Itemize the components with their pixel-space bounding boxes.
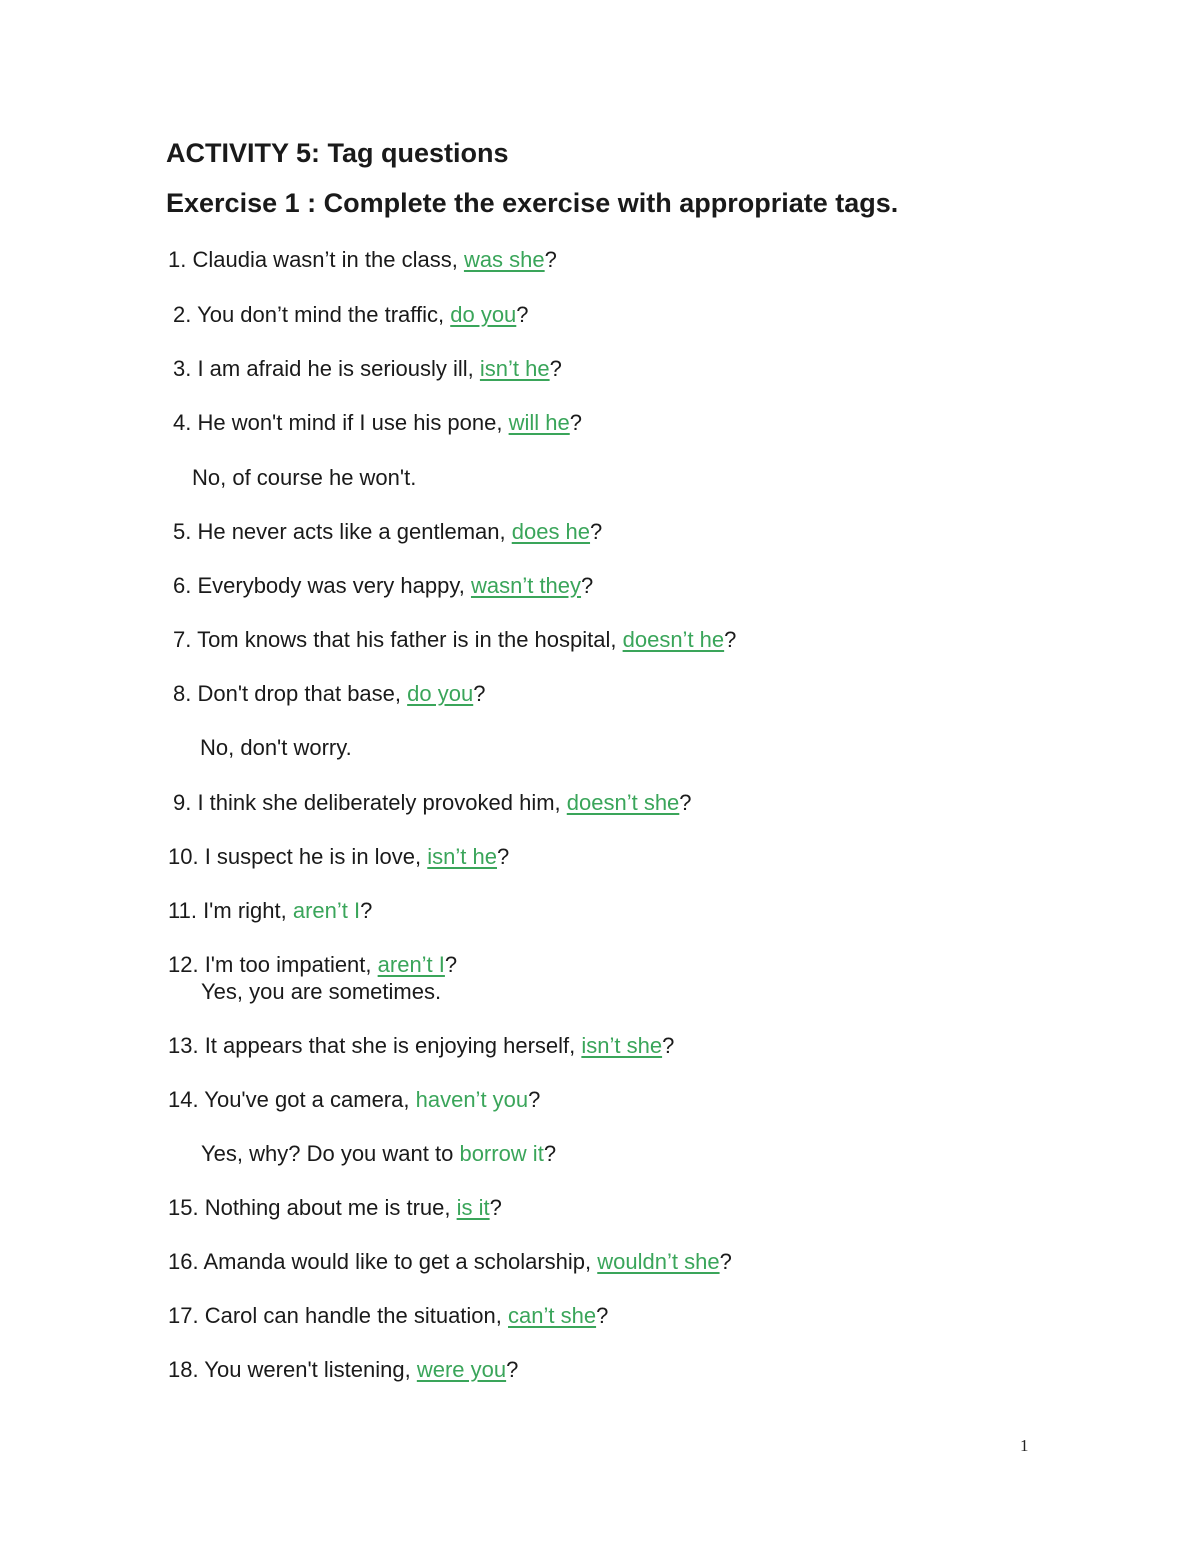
question-line <box>173 681 485 707</box>
answer-tag: was she <box>463 247 545 272</box>
question-text: 13. It appears that she is enjoying herself, <box>168 1033 582 1058</box>
page-number: 1 <box>1020 1436 1029 1455</box>
answer-tag: do you <box>407 681 474 706</box>
answer-tag: will he <box>508 410 570 435</box>
question-mark: ? <box>724 627 737 652</box>
question-line <box>173 519 602 545</box>
question-text: 15. Nothing about me is true, <box>168 1195 457 1220</box>
question-mark: ? <box>544 247 557 272</box>
response-line: No, don't worry. <box>200 735 352 760</box>
answer-tag: do you <box>450 302 517 327</box>
answer-tag: wasn’t they <box>470 573 582 598</box>
question-mark: ? <box>489 1195 502 1220</box>
answer-tag: borrow it <box>459 1141 544 1166</box>
answer-tag: wouldn’t she <box>597 1249 720 1274</box>
question-text: 5. He never acts like a gentleman, <box>173 519 512 544</box>
question-mark: ? <box>496 844 510 869</box>
question-text: 7. Tom knows that his father is in the hospital, <box>173 627 623 652</box>
question-text: 14. You've got a camera, <box>168 1087 416 1112</box>
question-text: 12. I'm too impatient, <box>168 952 378 977</box>
question-line <box>168 952 457 978</box>
question-text: 10. I suspect he is in love, <box>168 844 428 869</box>
question-line <box>173 302 529 328</box>
answer-tag: can’t she <box>508 1303 597 1328</box>
answer-tag: is it <box>456 1195 490 1220</box>
question-mark: ? <box>473 681 486 706</box>
question-line <box>173 627 736 653</box>
question-line <box>168 844 509 870</box>
answer-tag: aren’t I <box>377 952 445 977</box>
question-text: 9. I think she deliberately provoked him, <box>173 790 567 815</box>
question-mark: ? <box>549 356 562 381</box>
answer-tag: isn’t he <box>479 356 550 381</box>
answer-tag: does he <box>511 519 591 544</box>
question-text: 17. Carol can handle the situation, <box>168 1303 509 1328</box>
answer-tag: were you <box>416 1357 507 1382</box>
question-mark: ? <box>506 1357 519 1382</box>
answer-tag: doesn’t she <box>566 790 680 815</box>
question-text: 6. Everybody was very happy, <box>173 573 471 598</box>
question-line <box>173 356 562 382</box>
question-text: 4. He won't mind if I use his pone, <box>173 410 509 435</box>
answer-tag: isn’t he <box>427 844 497 869</box>
question-mark: ? <box>516 302 529 327</box>
question-mark: ? <box>581 573 594 598</box>
answer-tag: haven’t you <box>415 1087 529 1112</box>
question-line <box>168 1303 608 1329</box>
question-line <box>168 1033 674 1059</box>
question-text: 2. You don’t mind the traffic, <box>173 302 451 327</box>
response-line: Yes, you are sometimes. <box>201 979 442 1004</box>
question-text: 16. Amanda would like to get a scholarship, <box>168 1249 598 1274</box>
question-mark: ? <box>590 519 603 544</box>
answer-tag: isn’t she <box>581 1033 663 1058</box>
question-mark: ? <box>543 1141 557 1166</box>
question-line <box>173 790 692 816</box>
question-line <box>168 898 372 924</box>
question-text: 18. You weren't listening, <box>168 1357 417 1382</box>
question-mark: ? <box>719 1249 732 1274</box>
question-line <box>168 1087 540 1113</box>
question-text: 11. I'm right, <box>168 898 293 923</box>
question-line <box>168 1195 502 1221</box>
question-line <box>173 410 582 436</box>
question-mark: ? <box>360 898 373 923</box>
response-line <box>201 1141 556 1167</box>
question-line <box>168 247 557 273</box>
question-mark: ? <box>662 1033 675 1058</box>
response-line: No, of course he won't. <box>192 465 417 490</box>
question-mark: ? <box>528 1087 541 1112</box>
question-text: 3. I am afraid he is seriously ill, <box>173 356 480 381</box>
response-text: Yes, why? Do you want to <box>201 1141 460 1166</box>
question-mark: ? <box>444 952 458 977</box>
activity-title: ACTIVITY 5: Tag questions <box>166 138 509 168</box>
question-mark: ? <box>679 790 692 815</box>
question-mark: ? <box>596 1303 609 1328</box>
answer-tag: doesn’t he <box>622 627 725 652</box>
question-line <box>168 1357 518 1383</box>
question-line <box>173 573 593 599</box>
question-mark: ? <box>569 410 582 435</box>
question-text: 8. Don't drop that base, <box>173 681 408 706</box>
answer-tag: aren’t I <box>292 898 361 923</box>
question-text: 1. Claudia wasn’t in the class, <box>168 247 464 272</box>
exercise-instruction: Exercise 1 : Complete the exercise with appropriate tags. <box>166 188 899 218</box>
question-line <box>168 1249 732 1275</box>
